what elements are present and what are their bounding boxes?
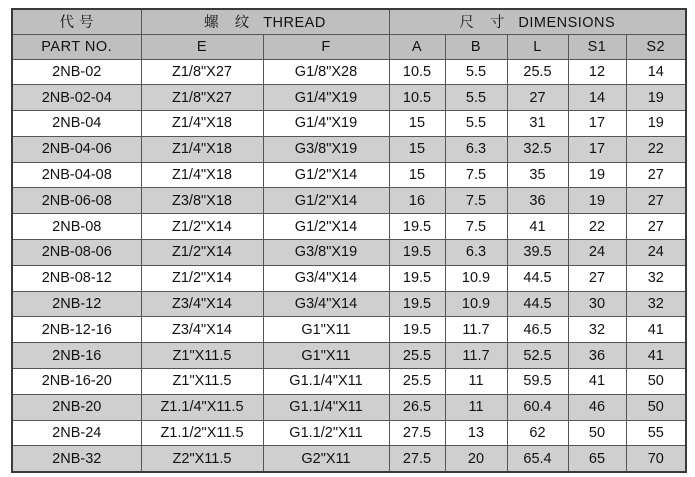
table-row bbox=[12, 265, 686, 291]
cell-l: 62 bbox=[507, 420, 568, 446]
cell-e: Z1/4"X18 bbox=[141, 111, 263, 137]
column-header-b: B bbox=[445, 34, 507, 59]
cell-part-no: 2NB-32 bbox=[12, 446, 141, 472]
cell-s2: 41 bbox=[626, 317, 686, 343]
cell-s2: 27 bbox=[626, 162, 686, 188]
cell-e: Z1"X11.5 bbox=[141, 343, 263, 369]
cell-f: G1.1/2"X11 bbox=[263, 420, 389, 446]
cell-part-no: 2NB-12 bbox=[12, 291, 141, 317]
cell-s1: 17 bbox=[568, 136, 626, 162]
cell-s2: 55 bbox=[626, 420, 686, 446]
cell-l: 52.5 bbox=[507, 343, 568, 369]
cell-l: 31 bbox=[507, 111, 568, 137]
cell-a: 15 bbox=[389, 162, 445, 188]
table-row bbox=[12, 59, 686, 85]
cell-b: 11 bbox=[445, 394, 507, 420]
cell-b: 20 bbox=[445, 446, 507, 472]
cell-l: 65.4 bbox=[507, 446, 568, 472]
cell-f: G1"X11 bbox=[263, 317, 389, 343]
cell-f: G3/8"X19 bbox=[263, 136, 389, 162]
table-row bbox=[12, 343, 686, 369]
column-header-s1: S1 bbox=[568, 34, 626, 59]
cell-l: 44.5 bbox=[507, 291, 568, 317]
cell-a: 19.5 bbox=[389, 214, 445, 240]
table-body bbox=[12, 59, 686, 472]
table-row bbox=[12, 85, 686, 111]
cell-b: 5.5 bbox=[445, 111, 507, 137]
cell-f: G1/4"X19 bbox=[263, 85, 389, 111]
cell-a: 15 bbox=[389, 136, 445, 162]
cell-s2: 19 bbox=[626, 85, 686, 111]
dimensions-table bbox=[11, 8, 687, 473]
cell-s2: 50 bbox=[626, 394, 686, 420]
cell-e: Z1/4"X18 bbox=[141, 162, 263, 188]
cell-part-no: 2NB-12-16 bbox=[12, 317, 141, 343]
table-row bbox=[12, 188, 686, 214]
cell-l: 39.5 bbox=[507, 240, 568, 266]
thread-header bbox=[141, 9, 389, 34]
cell-e: Z1.1/4"X11.5 bbox=[141, 394, 263, 420]
cell-s2: 32 bbox=[626, 265, 686, 291]
cell-l: 25.5 bbox=[507, 59, 568, 85]
column-header-f: F bbox=[263, 34, 389, 59]
cell-f: G1/8"X28 bbox=[263, 59, 389, 85]
cell-s1: 22 bbox=[568, 214, 626, 240]
cell-s2: 27 bbox=[626, 214, 686, 240]
cell-s1: 36 bbox=[568, 343, 626, 369]
cell-l: 59.5 bbox=[507, 369, 568, 395]
table-row bbox=[12, 240, 686, 266]
cell-e: Z1/2"X14 bbox=[141, 240, 263, 266]
dimensions-header bbox=[389, 9, 686, 34]
cell-b: 10.9 bbox=[445, 291, 507, 317]
cell-part-no: 2NB-08-12 bbox=[12, 265, 141, 291]
cell-part-no: 2NB-20 bbox=[12, 394, 141, 420]
cell-l: 60.4 bbox=[507, 394, 568, 420]
cell-a: 16 bbox=[389, 188, 445, 214]
cell-f: G1/4"X19 bbox=[263, 111, 389, 137]
column-header-a: A bbox=[389, 34, 445, 59]
column-header-s2: S2 bbox=[626, 34, 686, 59]
cell-a: 19.5 bbox=[389, 291, 445, 317]
table-header bbox=[12, 9, 686, 59]
cell-e: Z3/8"X18 bbox=[141, 188, 263, 214]
thread-en-label: THREAD bbox=[263, 15, 326, 32]
cell-l: 36 bbox=[507, 188, 568, 214]
cell-b: 11.7 bbox=[445, 343, 507, 369]
thread-cn-label: 螺 纹 bbox=[204, 15, 256, 32]
cell-l: 41 bbox=[507, 214, 568, 240]
column-header-e: E bbox=[141, 34, 263, 59]
cell-s1: 19 bbox=[568, 188, 626, 214]
cell-l: 44.5 bbox=[507, 265, 568, 291]
table-row bbox=[12, 446, 686, 472]
table-row bbox=[12, 394, 686, 420]
cell-a: 27.5 bbox=[389, 446, 445, 472]
cell-e: Z1/8"X27 bbox=[141, 59, 263, 85]
cell-part-no: 2NB-04-06 bbox=[12, 136, 141, 162]
cell-s1: 65 bbox=[568, 446, 626, 472]
cell-f: G2"X11 bbox=[263, 446, 389, 472]
dims-en-label: DIMENSIONS bbox=[518, 15, 616, 32]
cell-s1: 41 bbox=[568, 369, 626, 395]
cell-f: G3/4"X14 bbox=[263, 265, 389, 291]
cell-part-no: 2NB-24 bbox=[12, 420, 141, 446]
column-header-l: L bbox=[507, 34, 568, 59]
cell-f: G1/2"X14 bbox=[263, 214, 389, 240]
cell-e: Z1/2"X14 bbox=[141, 214, 263, 240]
cell-part-no: 2NB-08-06 bbox=[12, 240, 141, 266]
cell-l: 46.5 bbox=[507, 317, 568, 343]
cell-a: 10.5 bbox=[389, 85, 445, 111]
cell-s1: 27 bbox=[568, 265, 626, 291]
cell-b: 11.7 bbox=[445, 317, 507, 343]
dims-cn-label: 尺 寸 bbox=[459, 15, 511, 32]
cell-f: G1.1/4"X11 bbox=[263, 369, 389, 395]
part-no-en-header: PART NO. bbox=[12, 34, 141, 59]
cell-f: G3/4"X14 bbox=[263, 291, 389, 317]
cell-a: 25.5 bbox=[389, 343, 445, 369]
cell-b: 7.5 bbox=[445, 162, 507, 188]
cell-s2: 19 bbox=[626, 111, 686, 137]
cell-s2: 24 bbox=[626, 240, 686, 266]
cell-s2: 70 bbox=[626, 446, 686, 472]
cell-b: 7.5 bbox=[445, 214, 507, 240]
cell-part-no: 2NB-02-04 bbox=[12, 85, 141, 111]
cell-b: 7.5 bbox=[445, 188, 507, 214]
cell-l: 35 bbox=[507, 162, 568, 188]
cell-e: Z1"X11.5 bbox=[141, 369, 263, 395]
table-row bbox=[12, 136, 686, 162]
cell-part-no: 2NB-08 bbox=[12, 214, 141, 240]
cell-f: G1/2"X14 bbox=[263, 188, 389, 214]
cell-a: 19.5 bbox=[389, 265, 445, 291]
cell-s1: 12 bbox=[568, 59, 626, 85]
cell-e: Z1/2"X14 bbox=[141, 265, 263, 291]
table-row bbox=[12, 317, 686, 343]
table-row bbox=[12, 369, 686, 395]
cell-part-no: 2NB-16 bbox=[12, 343, 141, 369]
cell-a: 26.5 bbox=[389, 394, 445, 420]
cell-f: G1/2"X14 bbox=[263, 162, 389, 188]
table-row bbox=[12, 291, 686, 317]
cell-e: Z1/4"X18 bbox=[141, 136, 263, 162]
cell-f: G3/8"X19 bbox=[263, 240, 389, 266]
cell-b: 6.3 bbox=[445, 240, 507, 266]
cell-part-no: 2NB-06-08 bbox=[12, 188, 141, 214]
cell-s2: 50 bbox=[626, 369, 686, 395]
cell-b: 5.5 bbox=[445, 85, 507, 111]
cell-l: 27 bbox=[507, 85, 568, 111]
cell-s1: 30 bbox=[568, 291, 626, 317]
cell-s2: 27 bbox=[626, 188, 686, 214]
cell-s1: 32 bbox=[568, 317, 626, 343]
cell-b: 11 bbox=[445, 369, 507, 395]
cell-e: Z3/4"X14 bbox=[141, 291, 263, 317]
cell-part-no: 2NB-16-20 bbox=[12, 369, 141, 395]
table-row bbox=[12, 111, 686, 137]
cell-e: Z1/8"X27 bbox=[141, 85, 263, 111]
cell-e: Z2"X11.5 bbox=[141, 446, 263, 472]
cell-s2: 41 bbox=[626, 343, 686, 369]
cell-b: 5.5 bbox=[445, 59, 507, 85]
table-row bbox=[12, 420, 686, 446]
cell-b: 6.3 bbox=[445, 136, 507, 162]
cell-s1: 17 bbox=[568, 111, 626, 137]
cell-part-no: 2NB-04-08 bbox=[12, 162, 141, 188]
cell-s1: 14 bbox=[568, 85, 626, 111]
cell-part-no: 2NB-04 bbox=[12, 111, 141, 137]
cell-s2: 32 bbox=[626, 291, 686, 317]
cell-a: 25.5 bbox=[389, 369, 445, 395]
cell-part-no: 2NB-02 bbox=[12, 59, 141, 85]
cell-e: Z1.1/2"X11.5 bbox=[141, 420, 263, 446]
cell-s2: 22 bbox=[626, 136, 686, 162]
cell-e: Z3/4"X14 bbox=[141, 317, 263, 343]
part-no-cn-header bbox=[12, 9, 141, 34]
cell-a: 27.5 bbox=[389, 420, 445, 446]
cell-b: 10.9 bbox=[445, 265, 507, 291]
cell-s1: 46 bbox=[568, 394, 626, 420]
cell-s1: 24 bbox=[568, 240, 626, 266]
cell-l: 32.5 bbox=[507, 136, 568, 162]
header-row-1 bbox=[12, 9, 686, 34]
table-row bbox=[12, 162, 686, 188]
part-no-cn-label: 代 号 bbox=[59, 15, 95, 32]
cell-a: 10.5 bbox=[389, 59, 445, 85]
cell-s1: 50 bbox=[568, 420, 626, 446]
cell-s2: 14 bbox=[626, 59, 686, 85]
cell-s1: 19 bbox=[568, 162, 626, 188]
cell-a: 19.5 bbox=[389, 240, 445, 266]
table-row bbox=[12, 214, 686, 240]
cell-b: 13 bbox=[445, 420, 507, 446]
cell-a: 15 bbox=[389, 111, 445, 137]
cell-f: G1.1/4"X11 bbox=[263, 394, 389, 420]
header-row-2 bbox=[12, 34, 686, 59]
cell-f: G1"X11 bbox=[263, 343, 389, 369]
cell-a: 19.5 bbox=[389, 317, 445, 343]
